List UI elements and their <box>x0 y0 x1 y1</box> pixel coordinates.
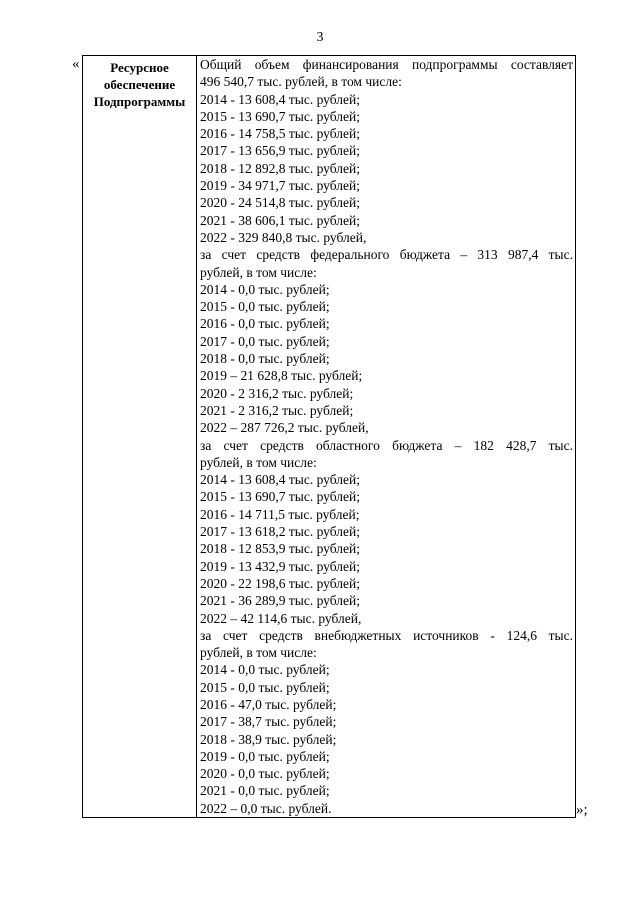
funding-line: 2014 - 0,0 тыс. рублей; <box>200 662 330 678</box>
funding-line: за счет средств областного бюджета – 182 428,7 тыс. <box>200 437 573 453</box>
funding-line: 2019 - 0,0 тыс. рублей; <box>200 748 330 764</box>
resource-content-cell <box>197 56 576 818</box>
funding-line: 2015 - 13 690,7 тыс. рублей; <box>200 489 360 505</box>
closing-quote: »; <box>576 802 588 818</box>
funding-line: рублей, в том числе: <box>200 645 317 661</box>
funding-line: 2020 - 22 198,6 тыс. рублей; <box>200 575 360 591</box>
funding-line: 2021 - 2 316,2 тыс. рублей; <box>200 402 354 418</box>
funding-line: 2016 - 14 758,5 тыс. рублей; <box>200 126 360 142</box>
funding-line: 2022 – 0,0 тыс. рублей. <box>200 800 332 816</box>
funding-line: 2020 - 24 514,8 тыс. рублей; <box>200 195 360 211</box>
funding-line: 2017 - 13 656,9 тыс. рублей; <box>200 143 360 159</box>
funding-line: 2022 – 287 726,2 тыс. рублей, <box>200 420 369 436</box>
funding-line: 2021 - 36 289,9 тыс. рублей; <box>200 593 360 609</box>
opening-quote: « <box>72 56 80 72</box>
funding-line: 2015 - 0,0 тыс. рублей; <box>200 679 330 695</box>
funding-line: за счет средств внебюджетных источников - 124,6 тыс. <box>200 627 573 643</box>
funding-line: 2018 - 0,0 тыс. рублей; <box>200 351 330 367</box>
page-number: 3 <box>316 30 324 45</box>
funding-line: 2018 - 12 892,8 тыс. рублей; <box>200 160 360 176</box>
funding-line: рублей, в том числе: <box>200 454 317 470</box>
funding-line: 2015 - 13 690,7 тыс. рублей; <box>200 108 360 124</box>
resource-label-cell <box>83 56 197 818</box>
funding-line: 2017 - 13 618,2 тыс. рублей; <box>200 524 360 540</box>
funding-line: 2016 - 14 711,5 тыс. рублей; <box>200 506 360 522</box>
funding-line: 2019 - 13 432,9 тыс. рублей; <box>200 558 360 574</box>
funding-line: 2018 - 38,9 тыс. рублей; <box>200 731 337 747</box>
funding-line: 2021 - 38 606,1 тыс. рублей; <box>200 212 360 228</box>
resource-table <box>82 55 576 818</box>
funding-line: 2016 - 0,0 тыс. рублей; <box>200 316 330 332</box>
funding-line: Общий объем финансирования подпрограммы составляет <box>200 57 573 72</box>
funding-line: 2014 - 13 608,4 тыс. рублей; <box>200 91 360 107</box>
label-line: Ресурсное <box>110 60 169 75</box>
funding-line: 2020 - 2 316,2 тыс. рублей; <box>200 385 354 401</box>
funding-line: 2020 - 0,0 тыс. рублей; <box>200 766 330 782</box>
funding-line: рублей, в том числе: <box>200 264 317 280</box>
funding-line: 2019 - 34 971,7 тыс. рублей; <box>200 178 360 194</box>
funding-line: 2022 - 329 840,8 тыс. рублей, <box>200 229 367 245</box>
funding-line: 2018 - 12 853,9 тыс. рублей; <box>200 541 360 557</box>
funding-line: за счет средств федерального бюджета – 313 987,4 тыс. <box>200 247 573 263</box>
funding-line: 2017 - 38,7 тыс. рублей; <box>200 714 337 730</box>
funding-line: 2019 – 21 628,8 тыс. рублей; <box>200 368 363 384</box>
table-row <box>83 56 576 818</box>
funding-line: 2017 - 0,0 тыс. рублей; <box>200 333 330 349</box>
funding-line: 2014 - 0,0 тыс. рублей; <box>200 281 330 297</box>
label-line: Подпрограммы <box>93 94 186 109</box>
funding-line: 2015 - 0,0 тыс. рублей; <box>200 299 330 315</box>
funding-line: 2022 – 42 114,6 тыс. рублей, <box>200 610 362 626</box>
funding-line: 2021 - 0,0 тыс. рублей; <box>200 783 330 799</box>
label-line: обеспечение <box>103 77 176 92</box>
funding-line: 2014 - 13 608,4 тыс. рублей; <box>200 472 360 488</box>
funding-line: 496 540,7 тыс. рублей, в том числе: <box>200 74 402 90</box>
funding-line: 2016 - 47,0 тыс. рублей; <box>200 696 337 712</box>
